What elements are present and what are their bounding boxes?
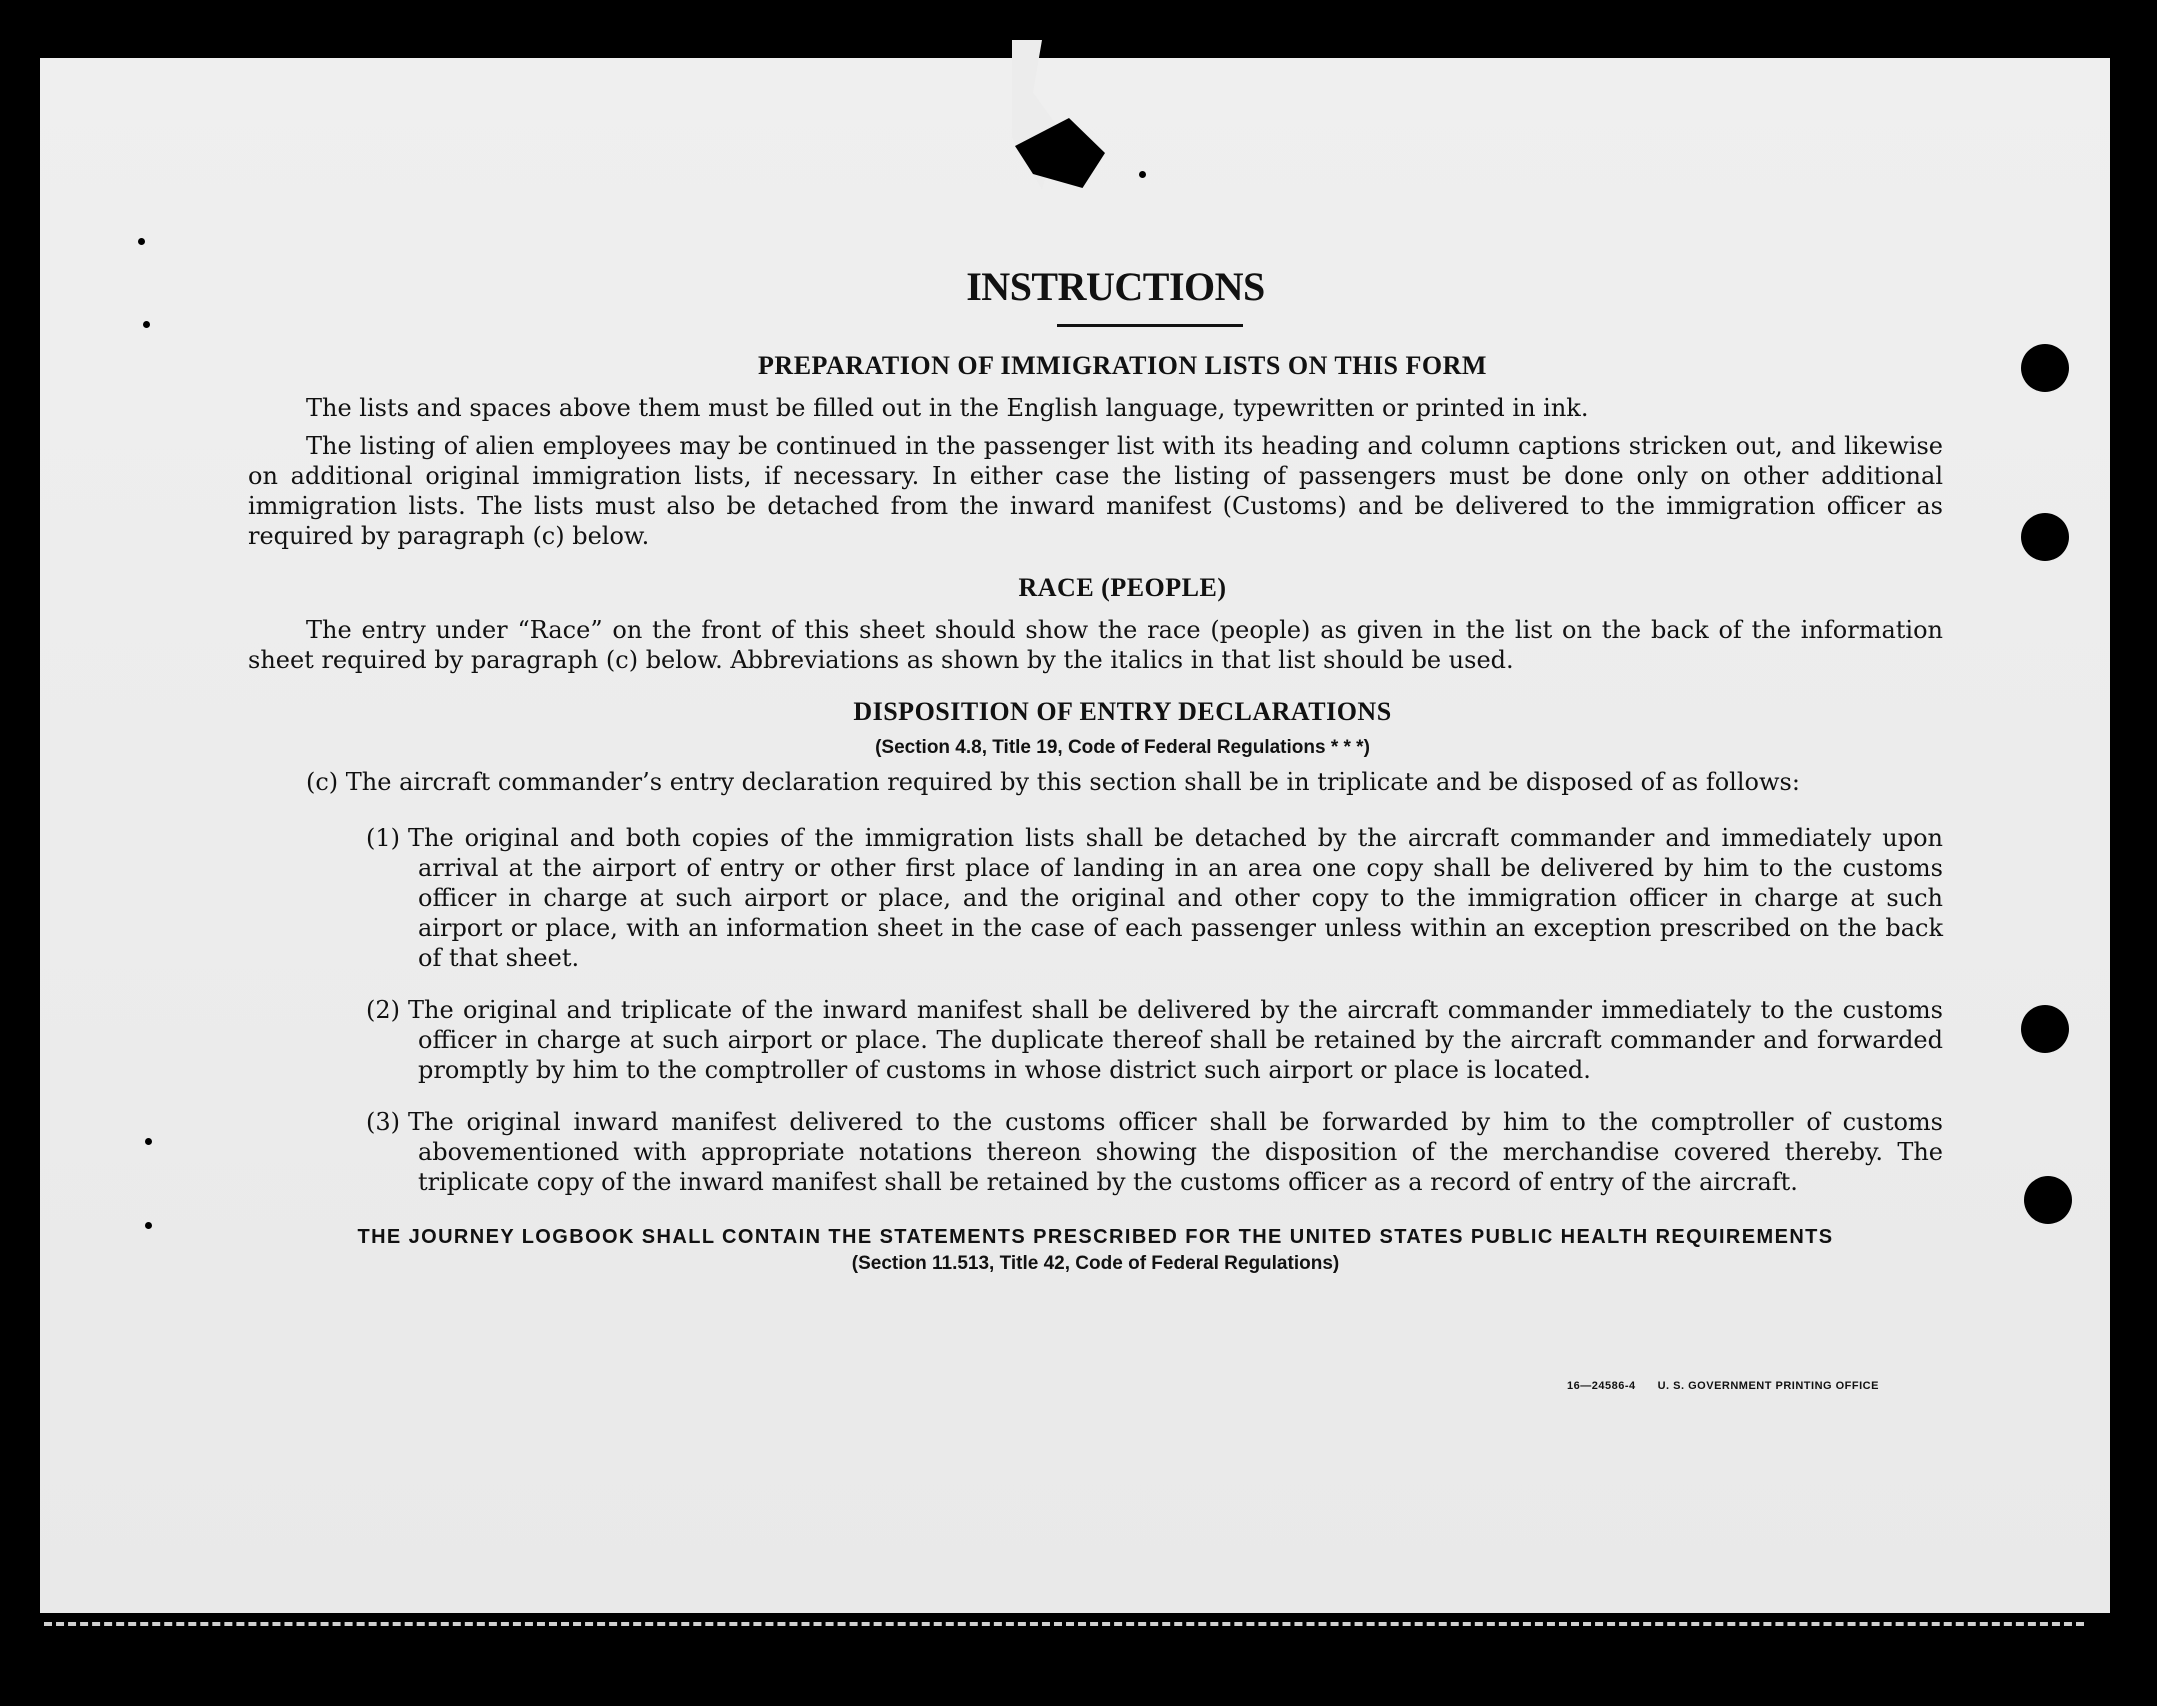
item-number: (1)	[366, 824, 400, 852]
punch-hole	[2021, 1005, 2069, 1053]
printer-name: U. S. GOVERNMENT PRINTING OFFICE	[1657, 1380, 1879, 1392]
speck	[143, 321, 150, 328]
punch-hole	[2021, 513, 2069, 561]
speck	[138, 238, 145, 245]
disposition-item-3	[248, 1107, 1943, 1197]
perforation-line	[44, 1622, 2084, 1626]
item-number: (2)	[366, 996, 400, 1024]
disposition-intro: (c) The aircraft commander’s entry declaration required by this section shall be in triplicate and be disposed of as follows:	[306, 768, 1800, 796]
disposition-item-1	[248, 823, 1943, 973]
health-requirement-statement: THE JOURNEY LOGBOOK SHALL CONTAIN THE STATEMENTS PRESCRIBED FOR THE UNITED STATES PUBLIC HEALTH REQUIREMENTS	[357, 1226, 1834, 1248]
preparation-heading: PREPARATION OF IMMIGRATION LISTS ON THIS FORM	[758, 351, 1487, 380]
title-underline	[1057, 324, 1243, 327]
preparation-paragraph-2: The listing of alien employees may be continued in the passenger list with its heading and column captions stricken out, and likewise on additional original immigration lists, if necessary. In either case the listing of passengers must be done only on other additional immigration lists. The lists must also be detached from the inward manifest (Customs) and be delivered to the immigration officer as required by paragraph (c) below.	[248, 432, 1943, 550]
punch-hole	[2024, 1176, 2072, 1224]
instructions-text	[248, 262, 1943, 1277]
disposition-item-2	[248, 995, 1943, 1085]
item-text: The original and triplicate of the inward manifest shall be delivered by the aircraft commander immediately to the customs officer in charge at such airport or place. The duplicate thereof shall be retained by the aircraft commander and forwarded promptly by him to the comptroller of customs in whose district such airport or place is located.	[408, 996, 1943, 1084]
health-requirement-citation: (Section 11.513, Title 42, Code of Federal Regulations)	[851, 1253, 1340, 1274]
disposition-citation: (Section 4.8, Title 19, Code of Federal Regulations * * *)	[875, 737, 1370, 758]
item-text: The original and both copies of the immigration lists shall be detached by the aircraft commander and immediately upon arrival at the airport of entry or other first place of landing in an area one copy shall be delivered by him to the customs officer in charge at such airport or place, and the original and other copy to the immigration officer in charge at such airport or place, with an information sheet in the case of each passenger unless within an exception prescribed on the back of that sheet.	[408, 824, 1943, 972]
item-text: The original inward manifest delivered to the customs officer shall be forwarded by him to the comptroller of customs abovementioned with appropriate notations thereon showing the disposition of the merchandise covered thereby. The triplicate copy of the inward manifest shall be retained by the customs officer as a record of entry of the aircraft.	[408, 1108, 1943, 1196]
speck	[145, 1222, 152, 1229]
race-paragraph: The entry under “Race” on the front of this sheet should show the race (people) as given in the list on the back of the information sheet required by paragraph (c) below. Abbreviations as shown by the italics in that list should be used.	[248, 616, 1943, 674]
preparation-paragraph-1: The lists and spaces above them must be filled out in the English language, typewritten or printed in ink.	[306, 394, 1589, 422]
disposition-heading: DISPOSITION OF ENTRY DECLARATIONS	[853, 697, 1392, 726]
speck	[145, 1138, 152, 1145]
page-title: INSTRUCTIONS	[966, 264, 1265, 309]
printer-imprint	[1567, 1380, 1879, 1392]
punch-hole	[2021, 344, 2069, 392]
race-heading: RACE (PEOPLE)	[1018, 573, 1227, 602]
form-code: 16—24586-4	[1567, 1380, 1636, 1392]
item-number: (3)	[366, 1108, 400, 1136]
speck	[1139, 171, 1146, 178]
